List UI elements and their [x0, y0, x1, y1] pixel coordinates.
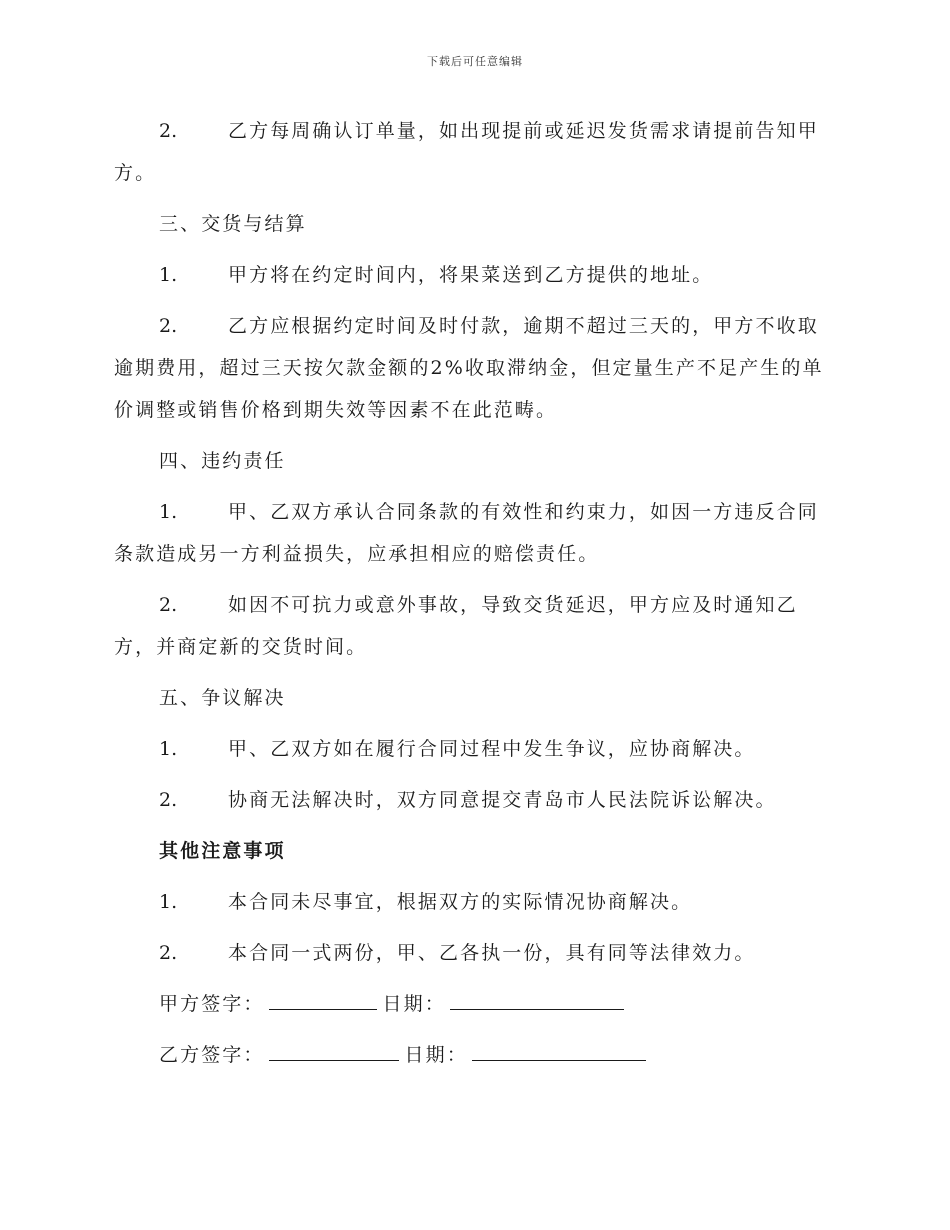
clause-other-2 [114, 932, 834, 974]
clause-text: 甲方将在约定时间内，将果菜送到乙方提供的地址。 [228, 264, 714, 286]
clause-text: 甲、乙双方承认合同条款的有效性和约束力，如因一方违反合同条款造成另一方利益损失，应承担相应的赔偿责任。 [114, 501, 819, 565]
party-a-date-label: 日期： [382, 993, 446, 1015]
clause-number: 2. [159, 120, 178, 142]
party-a-date-line [450, 995, 624, 1010]
clause-5-1 [114, 728, 834, 770]
clause-text: 乙方应根据约定时间及时付款，逾期不超过三天的，甲方不收取逾期费用，超过三天按欠款金额的2%收取滞纳金，但定量生产不足产生的单价调整或销售价格到期失效等因素不在此范畴。 [114, 315, 824, 421]
party-b-date-line [472, 1046, 646, 1061]
clause-text: 本合同一式两份，甲、乙各执一份，具有同等法律效力。 [228, 942, 756, 964]
party-b-signature-label: 乙方签字： [159, 1044, 265, 1066]
clause-5-2 [114, 779, 834, 821]
clause-4-1 [114, 491, 834, 575]
signature-row-party-b [114, 1034, 834, 1076]
signature-row-party-a [114, 983, 834, 1025]
page-header: 下载后可任意编辑 [427, 55, 523, 68]
party-b-date-label: 日期： [404, 1044, 468, 1066]
clause-4-2 [114, 584, 834, 668]
clause-number: 2. [159, 315, 178, 337]
clause-number: 1. [159, 891, 178, 913]
clause-number: 1. [159, 738, 178, 760]
clause-text: 协商无法解决时，双方同意提交青岛市人民法院诉讼解决。 [228, 789, 777, 811]
clause-number: 2. [159, 594, 178, 616]
clause-text: 如因不可抗力或意外事故，导致交货延迟，甲方应及时通知乙方，并商定新的交货时间。 [114, 594, 798, 658]
clause-3-2 [114, 305, 834, 431]
clause-number: 1. [159, 501, 178, 523]
section-heading-delivery: 三、交货与结算 [159, 213, 307, 235]
party-a-signature-line [269, 995, 377, 1010]
clause-text: 乙方每周确认订单量，如出现提前或延迟发货需求请提前告知甲方。 [114, 120, 819, 184]
section-heading-liability: 四、违约责任 [159, 450, 286, 472]
clause-text: 甲、乙双方如在履行合同过程中发生争议，应协商解决。 [228, 738, 756, 760]
contract-body [114, 110, 834, 1085]
section-heading-other: 其他注意事项 [159, 840, 286, 862]
clause-3-1 [114, 254, 834, 296]
section-heading-dispute: 五、争议解决 [159, 687, 286, 709]
party-a-signature-label: 甲方签字： [159, 993, 265, 1015]
clause-2-2 [114, 110, 834, 194]
party-b-signature-line [269, 1046, 399, 1061]
clause-number: 1. [159, 264, 178, 286]
clause-text: 本合同未尽事宜，根据双方的实际情况协商解决。 [228, 891, 693, 913]
clause-number: 2. [159, 789, 178, 811]
clause-number: 2. [159, 942, 178, 964]
clause-other-1 [114, 881, 834, 923]
